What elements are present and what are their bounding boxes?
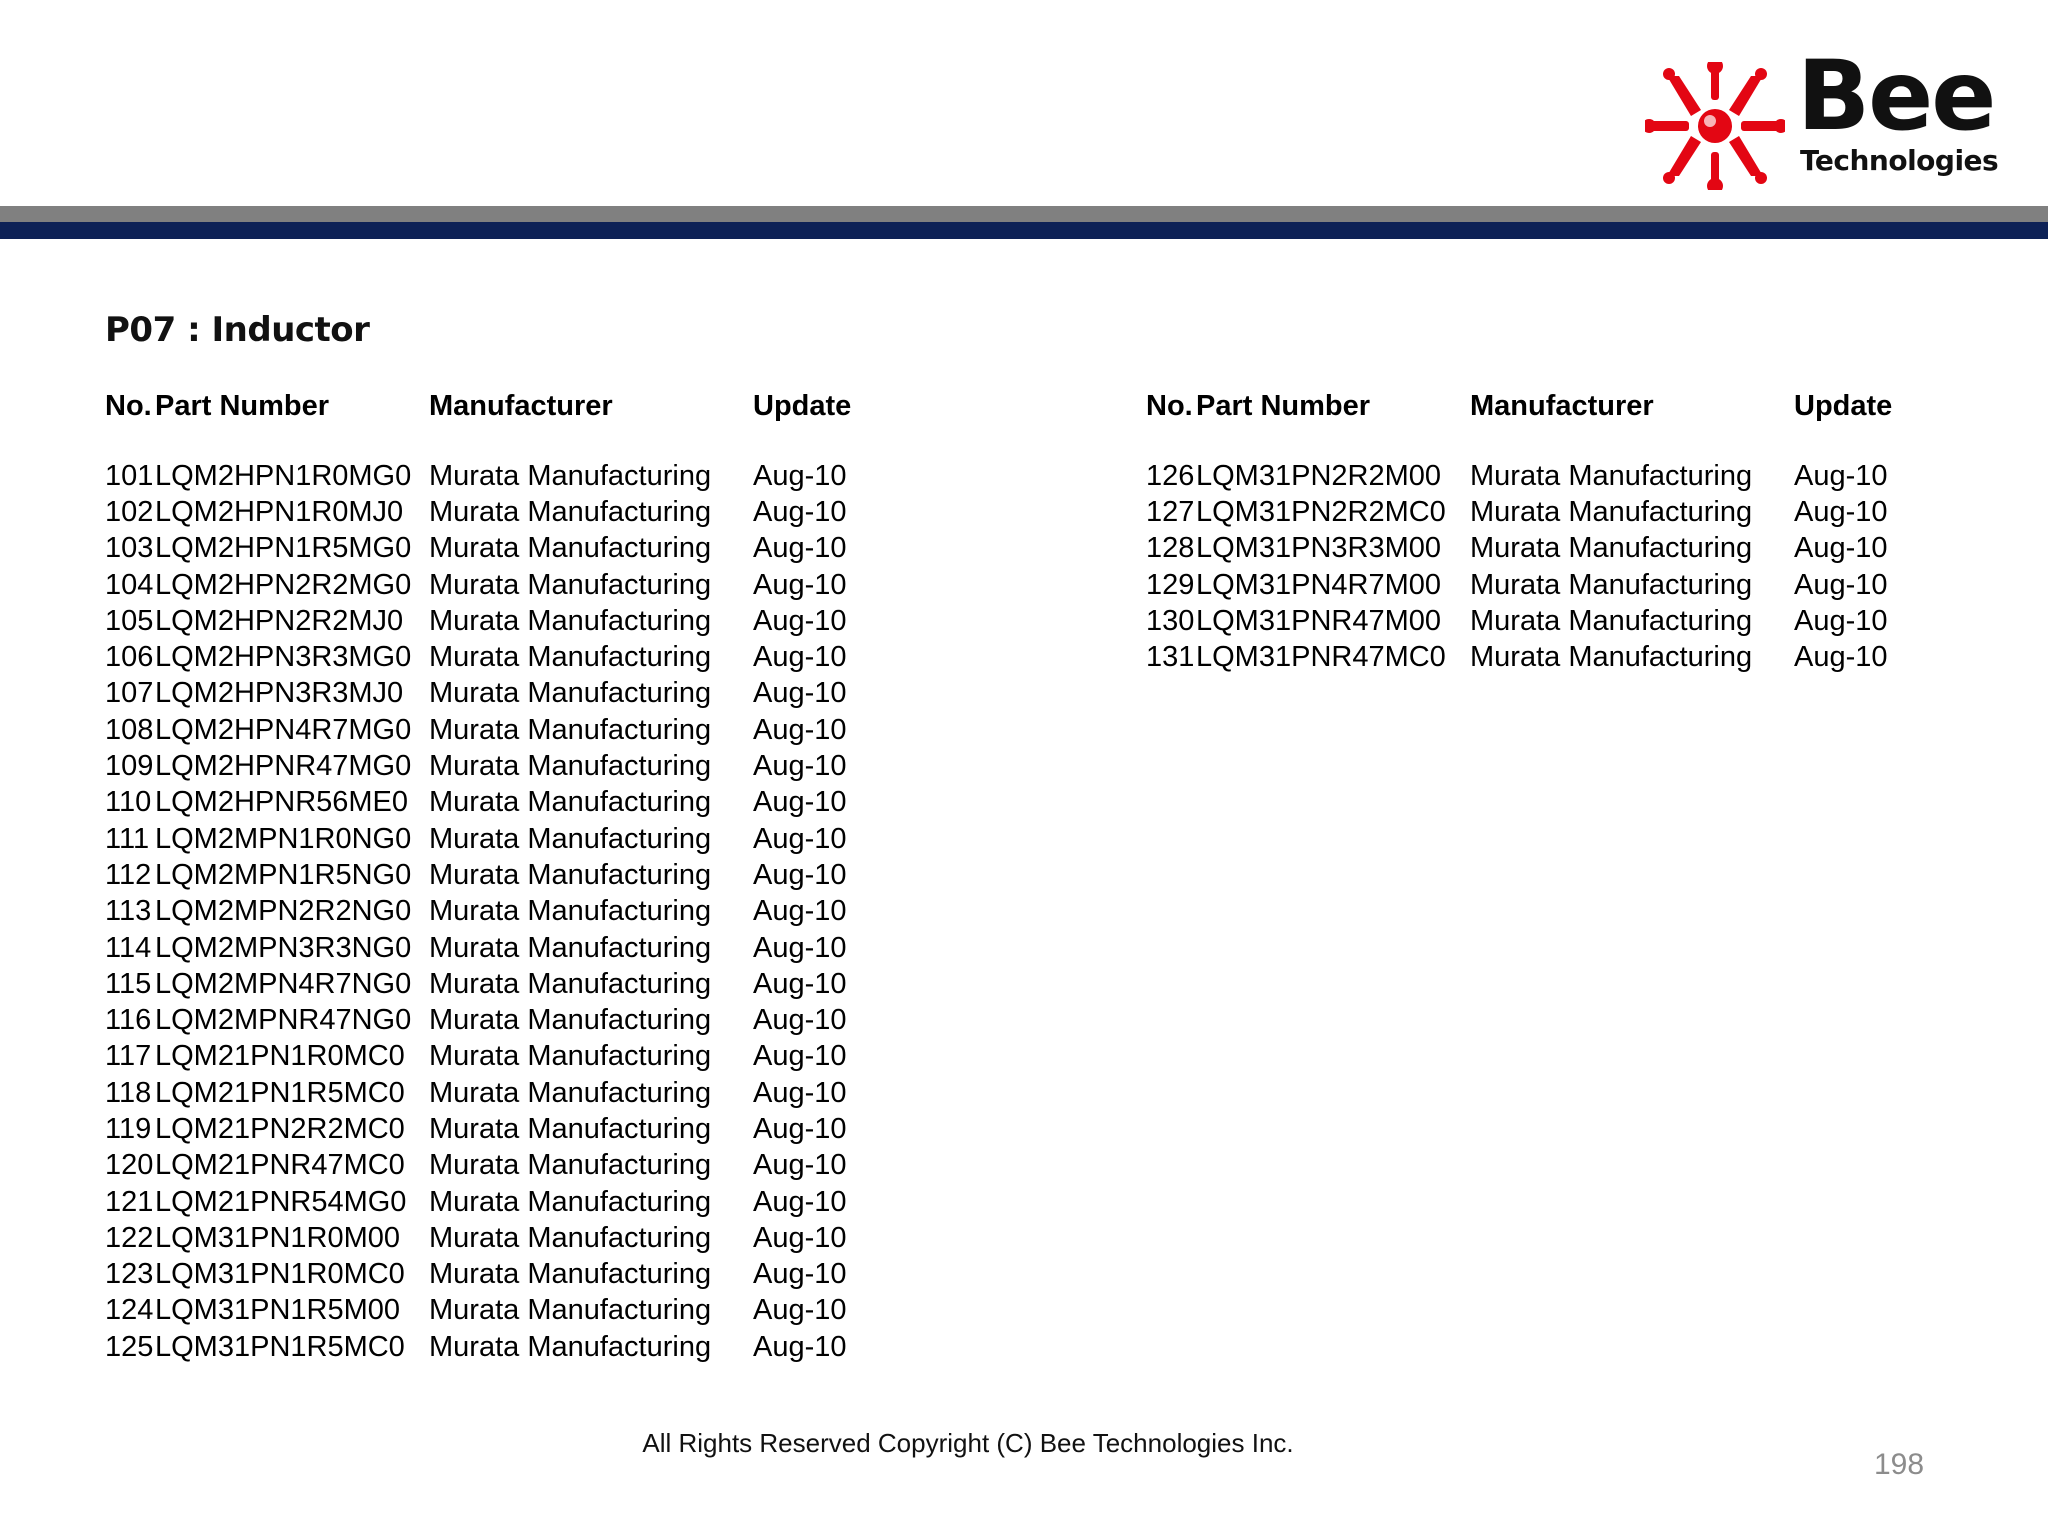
table-row xyxy=(105,567,873,603)
cell-update: Aug-10 xyxy=(753,1112,847,1145)
table-row xyxy=(105,676,873,712)
cell-update: Aug-10 xyxy=(753,1004,847,1037)
red-starburst-icon xyxy=(1645,62,1785,190)
cell-part-number: LQM2MPN4R7NG0 xyxy=(155,967,412,1000)
cell-no: 126 xyxy=(1146,459,1195,492)
logo-tagline: Technologies xyxy=(1800,144,1999,177)
header-gray-band xyxy=(0,206,2048,222)
logo-wordmark: Bee xyxy=(1797,40,1995,152)
cell-update: Aug-10 xyxy=(1794,568,1888,601)
cell-part-number: LQM21PNR47MC0 xyxy=(155,1149,405,1182)
table-row xyxy=(105,748,873,784)
cell-part-number: LQM31PN4R7M00 xyxy=(1196,568,1441,601)
cell-manufacturer: Murata Manufacturing xyxy=(1470,641,1753,674)
cell-update: Aug-10 xyxy=(753,1221,847,1254)
cell-manufacturer: Murata Manufacturing xyxy=(429,786,712,819)
table-row xyxy=(105,1184,873,1220)
copyright-footer: All Rights Reserved Copyright (C) Bee Technologies Inc. xyxy=(642,1428,1294,1458)
cell-no: 127 xyxy=(1146,495,1195,528)
cell-update: Aug-10 xyxy=(753,1149,847,1182)
table-row xyxy=(105,894,873,930)
table-row xyxy=(105,531,873,567)
table-row xyxy=(105,785,873,821)
cell-update: Aug-10 xyxy=(1794,641,1888,674)
cell-manufacturer: Murata Manufacturing xyxy=(429,568,712,601)
cell-manufacturer: Murata Manufacturing xyxy=(429,713,712,746)
cell-no: 105 xyxy=(105,604,154,637)
cell-update: Aug-10 xyxy=(753,858,847,891)
table-row xyxy=(105,458,873,494)
cell-manufacturer: Murata Manufacturing xyxy=(429,1294,712,1327)
cell-part-number: LQM31PNR47MC0 xyxy=(1196,641,1446,674)
cell-manufacturer: Murata Manufacturing xyxy=(429,459,712,492)
cell-part-number: LQM2HPNR56ME0 xyxy=(155,786,409,819)
table-row xyxy=(105,930,873,966)
cell-update: Aug-10 xyxy=(753,1330,847,1363)
cell-part-number: LQM31PN2R2M00 xyxy=(1196,459,1441,492)
cell-part-number: LQM2MPN1R5NG0 xyxy=(155,858,412,891)
table-row xyxy=(105,857,873,893)
cell-part-number: LQM21PN1R5MC0 xyxy=(155,1076,405,1109)
bee-technologies-logo xyxy=(1645,40,1999,190)
col-header-no: No. xyxy=(1146,389,1193,422)
cell-part-number: LQM31PN1R5M00 xyxy=(155,1294,400,1327)
cell-manufacturer: Murata Manufacturing xyxy=(429,1221,712,1254)
table-row xyxy=(105,821,873,857)
cell-update: Aug-10 xyxy=(753,459,847,492)
parts-table-right xyxy=(1146,384,1914,676)
page-number: 198 xyxy=(1874,1448,1925,1481)
table-row xyxy=(105,603,873,639)
cell-part-number: LQM2MPN2R2NG0 xyxy=(155,895,412,928)
cell-no: 120 xyxy=(105,1149,154,1182)
cell-no: 109 xyxy=(105,750,154,783)
cell-part-number: LQM21PN2R2MC0 xyxy=(155,1112,405,1145)
header-spacer xyxy=(1146,428,1914,458)
cell-part-number: LQM2HPNR47MG0 xyxy=(155,750,412,783)
cell-manufacturer: Murata Manufacturing xyxy=(429,1112,712,1145)
table-row xyxy=(1146,458,1914,494)
table-row xyxy=(105,494,873,530)
cell-update: Aug-10 xyxy=(753,568,847,601)
table-row xyxy=(105,966,873,1002)
cell-no: 129 xyxy=(1146,568,1195,601)
cell-update: Aug-10 xyxy=(753,604,847,637)
table-row xyxy=(105,1293,873,1329)
cell-manufacturer: Murata Manufacturing xyxy=(429,967,712,1000)
cell-no: 114 xyxy=(105,931,152,964)
cell-manufacturer: Murata Manufacturing xyxy=(429,895,712,928)
cell-part-number: LQM21PNR54MG0 xyxy=(155,1185,407,1218)
cell-part-number: LQM2HPN1R0MG0 xyxy=(155,459,412,492)
table-row xyxy=(105,1002,873,1038)
cell-part-number: LQM2MPN3R3NG0 xyxy=(155,931,412,964)
cell-update: Aug-10 xyxy=(753,750,847,783)
cell-part-number: LQM2HPN3R3MG0 xyxy=(155,641,412,674)
cell-manufacturer: Murata Manufacturing xyxy=(429,750,712,783)
col-header-manufacturer: Manufacturer xyxy=(1470,389,1654,422)
cell-update: Aug-10 xyxy=(753,786,847,819)
cell-update: Aug-10 xyxy=(753,1294,847,1327)
cell-no: 115 xyxy=(105,967,152,1000)
cell-no: 130 xyxy=(1146,604,1195,637)
cell-part-number: LQM2HPN1R0MJ0 xyxy=(155,495,404,528)
cell-no: 107 xyxy=(105,677,154,710)
cell-manufacturer: Murata Manufacturing xyxy=(429,677,712,710)
cell-manufacturer: Murata Manufacturing xyxy=(429,1149,712,1182)
cell-part-number: LQM31PN3R3M00 xyxy=(1196,532,1441,565)
cell-update: Aug-10 xyxy=(1794,495,1888,528)
table-row xyxy=(105,1257,873,1293)
cell-part-number: LQM2MPNR47NG0 xyxy=(155,1004,412,1037)
cell-part-number: LQM21PN1R0MC0 xyxy=(155,1040,405,1073)
cell-update: Aug-10 xyxy=(753,532,847,565)
cell-no: 106 xyxy=(105,641,154,674)
cell-manufacturer: Murata Manufacturing xyxy=(429,532,712,565)
cell-part-number: LQM31PNR47M00 xyxy=(1196,604,1441,637)
cell-part-number: LQM31PN1R5MC0 xyxy=(155,1330,405,1363)
col-header-update: Update xyxy=(753,389,852,422)
cell-update: Aug-10 xyxy=(753,895,847,928)
cell-no: 110 xyxy=(105,786,152,819)
cell-manufacturer: Murata Manufacturing xyxy=(429,641,712,674)
cell-manufacturer: Murata Manufacturing xyxy=(1470,604,1753,637)
cell-manufacturer: Murata Manufacturing xyxy=(1470,532,1753,565)
cell-manufacturer: Murata Manufacturing xyxy=(429,1185,712,1218)
cell-update: Aug-10 xyxy=(1794,459,1888,492)
table-row xyxy=(105,1039,873,1075)
cell-manufacturer: Murata Manufacturing xyxy=(429,1076,712,1109)
cell-update: Aug-10 xyxy=(753,1185,847,1218)
col-header-manufacturer: Manufacturer xyxy=(429,389,613,422)
cell-part-number: LQM31PN1R0M00 xyxy=(155,1221,400,1254)
cell-no: 111 xyxy=(105,822,150,855)
cell-no: 112 xyxy=(105,858,152,891)
cell-no: 118 xyxy=(105,1076,152,1109)
cell-update: Aug-10 xyxy=(753,967,847,1000)
cell-no: 119 xyxy=(105,1112,152,1145)
cell-part-number: LQM2HPN4R7MG0 xyxy=(155,713,412,746)
table-row xyxy=(105,1075,873,1111)
parts-table-left-body xyxy=(105,458,873,1365)
cell-manufacturer: Murata Manufacturing xyxy=(1470,459,1753,492)
cell-no: 101 xyxy=(105,459,154,492)
cell-update: Aug-10 xyxy=(1794,604,1888,637)
table-header-row xyxy=(105,384,873,428)
cell-update: Aug-10 xyxy=(753,713,847,746)
cell-update: Aug-10 xyxy=(753,931,847,964)
cell-manufacturer: Murata Manufacturing xyxy=(429,1330,712,1363)
cell-no: 122 xyxy=(105,1221,154,1254)
page-title: P07 : Inductor xyxy=(105,310,370,350)
cell-no: 103 xyxy=(105,532,154,565)
cell-manufacturer: Murata Manufacturing xyxy=(429,1004,712,1037)
header-navy-band xyxy=(0,222,2048,239)
table-row xyxy=(105,1329,873,1365)
cell-part-number: LQM2HPN2R2MJ0 xyxy=(155,604,404,637)
cell-no: 123 xyxy=(105,1258,154,1291)
parts-table-right-body xyxy=(1146,458,1914,676)
col-header-no: No. xyxy=(105,389,152,422)
table-row xyxy=(105,712,873,748)
cell-part-number: LQM31PN1R0MC0 xyxy=(155,1258,405,1291)
cell-manufacturer: Murata Manufacturing xyxy=(429,495,712,528)
cell-update: Aug-10 xyxy=(753,495,847,528)
cell-no: 131 xyxy=(1146,641,1195,674)
cell-no: 104 xyxy=(105,568,154,601)
cell-manufacturer: Murata Manufacturing xyxy=(1470,495,1753,528)
cell-manufacturer: Murata Manufacturing xyxy=(429,604,712,637)
cell-no: 124 xyxy=(105,1294,154,1327)
table-row xyxy=(1146,531,1914,567)
cell-part-number: LQM2HPN1R5MG0 xyxy=(155,532,412,565)
cell-no: 128 xyxy=(1146,532,1195,565)
header-spacer xyxy=(105,428,873,458)
cell-part-number: LQM2HPN3R3MJ0 xyxy=(155,677,404,710)
table-row xyxy=(105,639,873,675)
table-header-row xyxy=(1146,384,1914,428)
cell-no: 108 xyxy=(105,713,154,746)
cell-no: 117 xyxy=(105,1040,152,1073)
cell-no: 121 xyxy=(105,1185,154,1218)
cell-no: 116 xyxy=(105,1004,152,1037)
col-header-update: Update xyxy=(1794,389,1893,422)
parts-table-left xyxy=(105,384,873,1365)
cell-no: 113 xyxy=(105,895,152,928)
table-row xyxy=(105,1148,873,1184)
cell-manufacturer: Murata Manufacturing xyxy=(1470,568,1753,601)
cell-update: Aug-10 xyxy=(753,641,847,674)
table-row xyxy=(105,1111,873,1147)
cell-update: Aug-10 xyxy=(753,822,847,855)
cell-manufacturer: Murata Manufacturing xyxy=(429,1258,712,1291)
col-header-part-number: Part Number xyxy=(155,389,330,422)
cell-update: Aug-10 xyxy=(753,677,847,710)
cell-manufacturer: Murata Manufacturing xyxy=(429,1040,712,1073)
cell-part-number: LQM31PN2R2MC0 xyxy=(1196,495,1446,528)
cell-part-number: LQM2HPN2R2MG0 xyxy=(155,568,412,601)
table-row xyxy=(1146,603,1914,639)
table-row xyxy=(1146,639,1914,675)
cell-manufacturer: Murata Manufacturing xyxy=(429,822,712,855)
cell-manufacturer: Murata Manufacturing xyxy=(429,931,712,964)
cell-part-number: LQM2MPN1R0NG0 xyxy=(155,822,412,855)
cell-no: 125 xyxy=(105,1330,154,1363)
cell-no: 102 xyxy=(105,495,154,528)
col-header-part-number: Part Number xyxy=(1196,389,1371,422)
cell-update: Aug-10 xyxy=(753,1258,847,1291)
cell-update: Aug-10 xyxy=(753,1076,847,1109)
cell-update: Aug-10 xyxy=(753,1040,847,1073)
cell-update: Aug-10 xyxy=(1794,532,1888,565)
table-row xyxy=(1146,567,1914,603)
cell-manufacturer: Murata Manufacturing xyxy=(429,858,712,891)
table-row xyxy=(105,1220,873,1256)
table-row xyxy=(1146,494,1914,530)
